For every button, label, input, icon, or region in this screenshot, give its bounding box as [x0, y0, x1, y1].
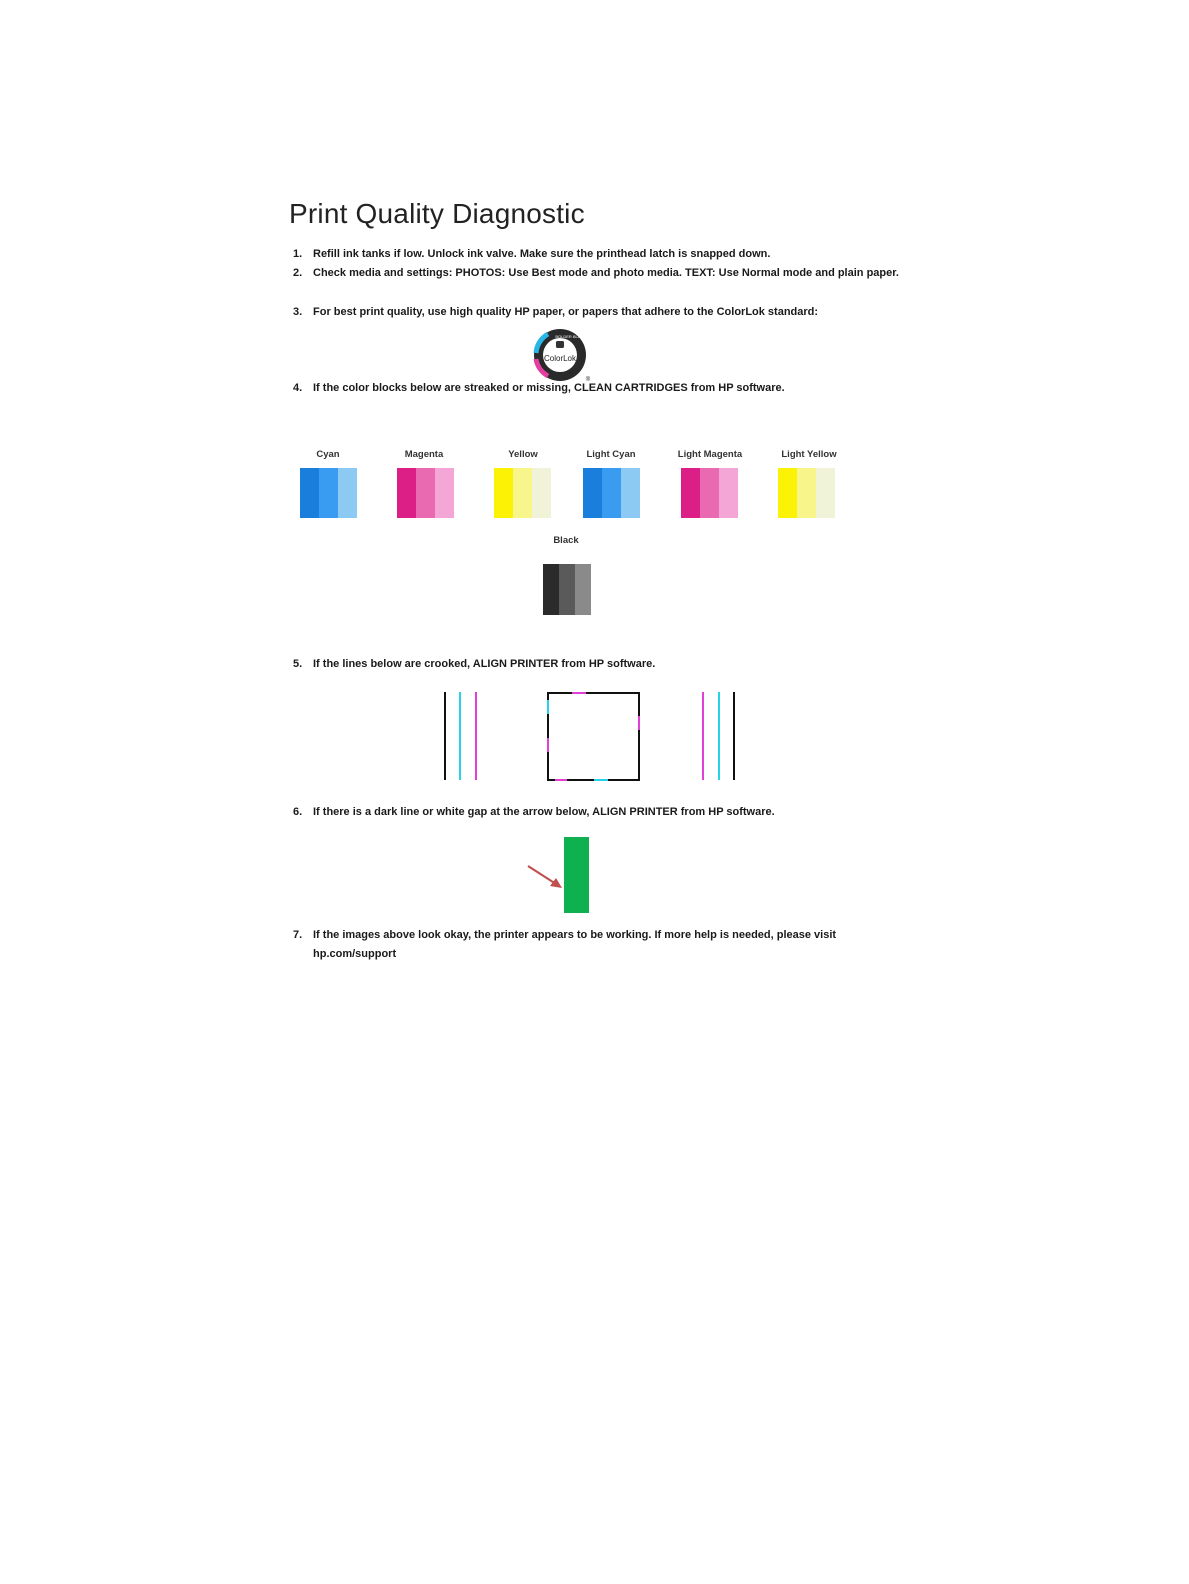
step-3 [293, 303, 903, 322]
step-number: 2. [293, 267, 303, 279]
swatch-block-cyan [300, 468, 357, 518]
step-1 [293, 245, 903, 264]
step-number: 1. [293, 248, 303, 260]
swatch-shade-1 [778, 468, 797, 518]
swatch-block-magenta [397, 468, 454, 518]
swatch-shade-3 [338, 468, 357, 518]
swatch-block-light-magenta [681, 468, 738, 518]
swatch-shade-2 [513, 468, 532, 518]
colorlok-logo-icon [528, 327, 592, 383]
step-2 [293, 264, 903, 283]
swatch-shade-2 [319, 468, 338, 518]
swatch-shade-3 [575, 564, 591, 615]
arrow-icon-svg [526, 862, 566, 892]
swatch-label-light-magenta: Light Magenta [677, 449, 743, 460]
arrow-shaft [528, 866, 556, 884]
step-number: 6. [293, 806, 303, 818]
align-box-right [638, 692, 640, 781]
align-line-magenta-left [475, 692, 477, 780]
step-number: 5. [293, 658, 303, 670]
logo-ring-text: BOLDER BLACKS [555, 334, 589, 339]
swatch-label-cyan: Cyan [316, 449, 340, 460]
colorlok-logo [528, 327, 592, 383]
swatch-label-black: Black [553, 535, 579, 546]
swatch-shade-1 [397, 468, 416, 518]
step-number: 3. [293, 306, 303, 318]
step-6 [293, 803, 903, 822]
step-text: Refill ink tanks if low. Unlock ink valve. Make sure the printhead latch is snapped down. [313, 248, 771, 260]
step-5 [293, 655, 903, 674]
swatch-shade-2 [602, 468, 621, 518]
swatch-label-light-cyan: Light Cyan [586, 449, 636, 460]
swatch-block-yellow [494, 468, 551, 518]
swatch-label-magenta: Magenta [404, 449, 444, 460]
swatch-shade-2 [797, 468, 816, 518]
swatch-shade-1 [494, 468, 513, 518]
logo-lock-icon [556, 341, 564, 348]
swatch-shade-1 [300, 468, 319, 518]
swatch-shade-2 [700, 468, 719, 518]
step-4 [293, 379, 903, 398]
align-box-magenta-mark-bottom [555, 779, 567, 781]
page-title: Print Quality Diagnostic [289, 198, 585, 229]
green-test-bar [564, 837, 589, 913]
swatch-block-light-yellow [778, 468, 835, 518]
swatch-shade-3 [435, 468, 454, 518]
step-text: If there is a dark line or white gap at the arrow below, ALIGN PRINTER from HP software. [313, 806, 775, 818]
step-text: If the color blocks below are streaked or missing, CLEAN CARTRIDGES from HP software. [313, 382, 785, 394]
step-number: 4. [293, 382, 303, 394]
align-box-magenta-mark-right [638, 716, 640, 730]
step-text: If the images above look okay, the printer appears to be working. If more help is needed, please visit hp.com/support [313, 929, 837, 960]
swatch-shade-3 [719, 468, 738, 518]
align-box-cyan-mark-bottom [594, 779, 608, 781]
arrow-icon [526, 862, 566, 892]
swatch-shade-3 [816, 468, 835, 518]
swatch-shade-1 [583, 468, 602, 518]
align-box-magenta-mark-top [572, 692, 586, 694]
align-line-cyan-right [718, 692, 720, 780]
logo-registered-mark: ® [585, 377, 591, 383]
swatch-block-black [543, 564, 591, 615]
logo-center-text: ColorLok [543, 354, 577, 363]
swatch-shade-3 [621, 468, 640, 518]
step-number: 7. [293, 929, 303, 941]
step-text: If the lines below are crooked, ALIGN PRINTER from HP software. [313, 658, 656, 670]
swatch-shade-2 [416, 468, 435, 518]
swatch-label-yellow: Yellow [508, 449, 538, 460]
swatch-shade-2 [559, 564, 575, 615]
align-box-cyan-mark-left [547, 700, 549, 714]
align-line-black-left [444, 692, 446, 780]
swatch-block-light-cyan [583, 468, 640, 518]
step-text: Check media and settings: PHOTOS: Use Best mode and photo media. TEXT: Use Normal mode and plain paper. [313, 267, 899, 279]
step-text: For best print quality, use high quality HP paper, or papers that adhere to the ColorLok standard: [313, 306, 819, 318]
swatch-shade-1 [681, 468, 700, 518]
align-box-magenta-mark-left [547, 738, 549, 752]
align-line-cyan-left [459, 692, 461, 780]
arrow-head [550, 878, 562, 888]
align-line-black-right [733, 692, 735, 780]
swatch-shade-1 [543, 564, 559, 615]
step-7 [293, 926, 903, 964]
align-box-top [547, 692, 640, 694]
swatch-label-light-yellow: Light Yellow [781, 449, 837, 460]
align-line-magenta-right [702, 692, 704, 780]
swatch-shade-3 [532, 468, 551, 518]
